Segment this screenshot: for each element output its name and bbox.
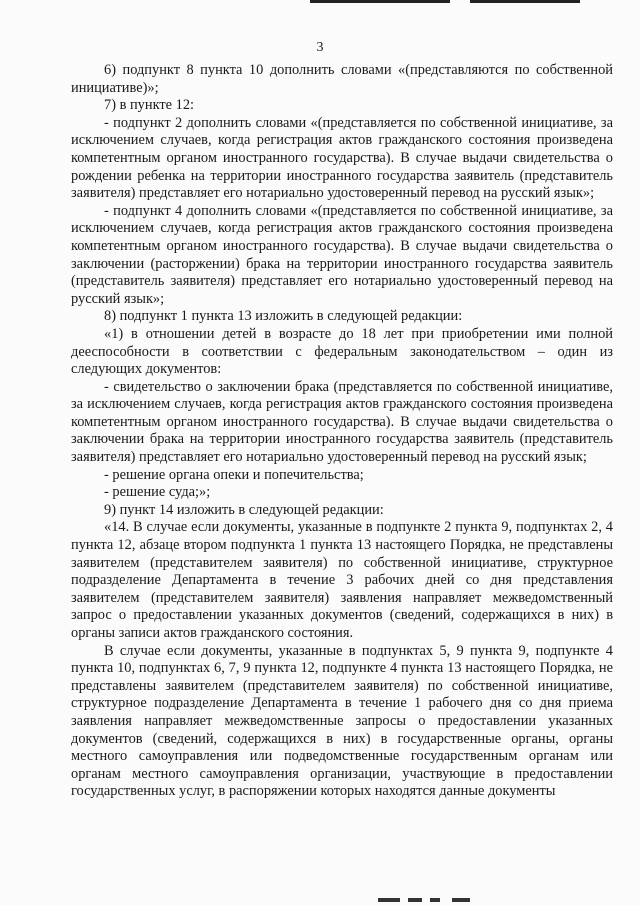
paragraph-item-6: 6) подпункт 8 пункта 10 дополнить словами «(представляются по собственной инициативе)»;: [71, 62, 613, 96]
paragraph-quote-1: «1) в отношении детей в возрасте до 18 лет при приобретении ими полной дееспособности в соответствии с федеральным законодательством – один из следующих документов:: [71, 325, 613, 378]
page-number: 3: [316, 40, 324, 55]
paragraph-item-7: 7) в пункте 12:: [104, 97, 195, 114]
scan-edge-mark: [310, 0, 450, 3]
paragraph-item-8: 8) подпункт 1 пункта 13 изложить в следующей редакции:: [104, 308, 463, 325]
paragraph-clause-14-continued: В случае если документы, указанные в подпунктах 5, 9 пункта 9, подпункте 4 пункта 10, подпунктах 6, 7, 9 пункта 12, подпункте 4 пункта 13 настоящего Порядка, не представлены заявителем (представителем заявителя) по собственной инициативе, структурное подразделение Департамента в течение 1 рабочего дня со дня приема заявления направляет межведомственные запросы о предоставлении указанных документов (сведений, содержащихся в них) в государственные органы, органы местного самоуправления или подведомственные государственным органам или органам местного самоуправления организации, участвующие в предоставлении государственных услуг, в распоряжении которых находятся данные документы: [71, 642, 613, 800]
paragraph-subitem-2: - подпункт 2 дополнить словами «(представляется по собственной инициативе, за исключением случаев, когда регистрация актов гражданского состояния произведена компетентным органом иностранного государства). В случае выдачи свидетельства о рождении ребенка на территории иностранного государства заявитель (представитель заявителя) представляет его нотариально удостоверенный перевод на русский язык»;: [71, 114, 613, 202]
paragraph-clause-14: «14. В случае если документы, указанные в подпункте 2 пункта 9, подпунктах 2, 4 пункта 12, абзаце втором подпункта 1 пункта 13 настоящего Порядка, не представлены заявителем (представителем заявителя) по собственной инициативе, структурное подразделение Департамента в течение 3 рабочих дней со дня представления заявителем (представителем заявителя) заявления направляет межведомственный запрос о предоставлении указанных документов (сведений, содержащихся в них) в органы записи актов гражданского состояния.: [71, 519, 613, 641]
paragraph-subitem-4: - подпункт 4 дополнить словами «(представляется по собственной инициативе, за исключением случаев, когда регистрация актов гражданского состояния произведена компетентным органом иностранного государства). В случае выдачи свидетельства о заключении (расторжении) брака на территории иностранного государства заявитель (представитель заявителя) представляет его нотариально удостоверенный перевод на русский язык»;: [71, 202, 613, 307]
document-body: [71, 62, 613, 801]
paragraph-marriage-certificate: - свидетельство о заключении брака (представляется по собственной инициативе, за исключением случаев, когда регистрация актов гражданского состояния произведена компетентным органом иностранного государства). В случае выдачи свидетельства о заключении брака на территории иностранного государства заявитель (представитель заявителя) представляет его нотариально удостоверенный перевод на русский язык;: [71, 378, 613, 466]
scan-edge-mark: [470, 0, 580, 3]
paragraph-item-9: 9) пункт 14 изложить в следующей редакции:: [104, 501, 384, 518]
scan-bottom-marks: [0, 896, 640, 905]
paragraph-court-decision: - решение суда;»;: [104, 484, 211, 501]
paragraph-guardianship-decision: - решение органа опеки и попечительства;: [104, 466, 364, 483]
